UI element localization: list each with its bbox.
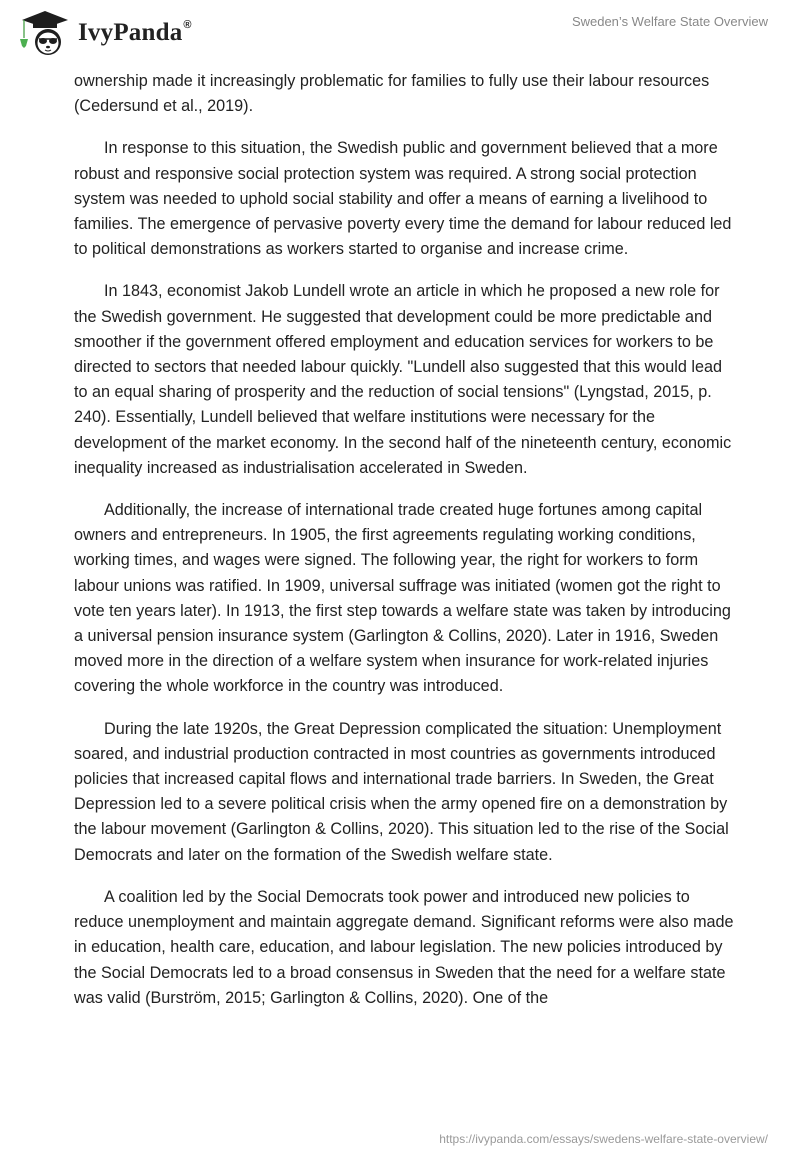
source-url[interactable]: https://ivypanda.com/essays/swedens-welfare-state-overview/ — [439, 1132, 768, 1146]
brand-name: IvyPanda® — [78, 19, 192, 46]
panda-graduate-icon — [16, 8, 74, 56]
paragraph: In 1843, economist Jakob Lundell wrote an article in which he proposed a new role for the Swedish government. He suggested that development could be more predictable and smoother if the government offered employment and education services for workers to be directed to sectors that needed labour quickly. "Lundell also suggested that this would lead to an equal sharing of prosperity and the reduction of social tensions" (Lyngstad, 2015, p. 240). Essentially, Lundell believed that welfare institutions were necessary for the development of the market economy. In the second half of the nineteenth century, economic inequality increased as industrialisation accelerated in Sweden. — [74, 282, 732, 477]
paragraph: Additionally, the increase of international trade created huge fortunes among capital owners and entrepreneurs. In 1905, the first agreements regulating working conditions, working times, and wages were signed. The following year, the right for workers to form labour unions was ratified. In 1909, universal suffrage was initiated (women got the right to vote ten years later). In 1913, the first step towards a welfare state was taken by introducing a universal pension insurance system (Garlington & Collins, 2020). Later in 1916, Sweden moved more in the direction of a welfare system when insurance for work-related injuries covering the whole workforce in the country was introduced. — [74, 501, 731, 696]
paragraph: A coalition led by the Social Democrats took power and introduced new policies to reduce unemployment and maintain aggregate demand. Significant reforms were also made in education, health care, education, and labour legislation. The new policies introduced by the Social Democrats led to a broad consensus in Sweden that the need for a welfare state was valid (Burström, 2015; Garlington & Collins, 2020). One of the — [74, 887, 734, 1007]
essay-body — [74, 69, 734, 1028]
document-title: Sweden’s Welfare State Overview — [571, 14, 768, 29]
ivypanda-logo[interactable] — [16, 8, 192, 56]
paragraph: During the late 1920s, the Great Depression complicated the situation: Unemployment soared, and industrial production contracted in most countries as governments introduced policies that increased capital flows and international trade barriers. In Sweden, the Great Depression led to a severe political crisis when the army opened fire on a demonstration by the labour movement (Garlington & Collins, 2020). This situation led to the rise of the Social Democrats and later on the formation of the Swedish welfare state. — [74, 719, 729, 864]
paragraph: ownership made it increasingly problematic for families to fully use their labour resources (Cedersund et al., 2019). — [74, 72, 710, 116]
paragraph: In response to this situation, the Swedish public and government believed that a more robust and responsive social protection system was required. A strong social protection system was needed to uphold social stability and offer a means of earning a livelihood to families. The emergence of pervasive poverty every time the demand for labour reduced led to political demonstrations as workers started to organise and increase crime. — [74, 139, 732, 259]
page-header — [0, 0, 800, 56]
